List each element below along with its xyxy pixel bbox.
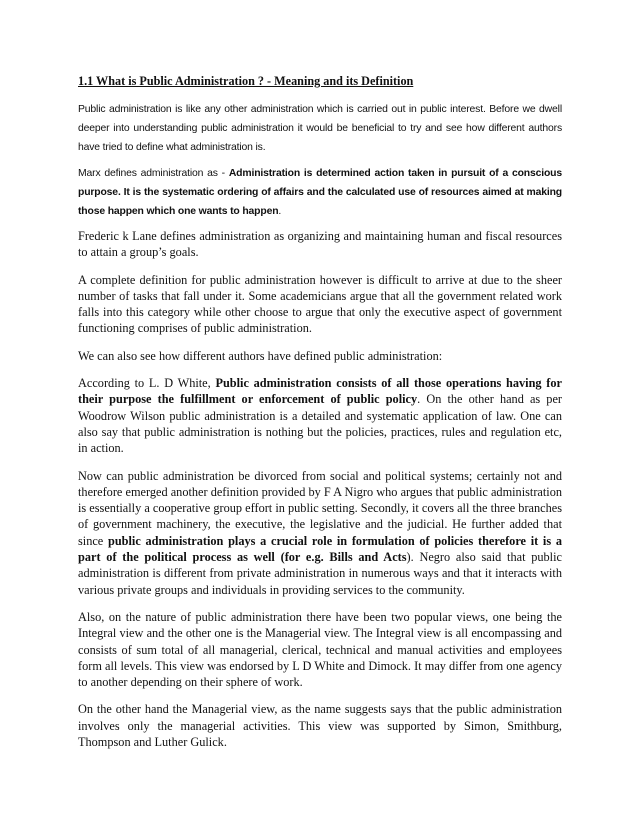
paragraph-complete-definition: A complete definition for public administration however is difficult to arrive at due to the sheer number of tasks that fall under it. Some academicians argue that all the government related work falls into this category while other choose to argue that only the executive aspect of government functioning comprises of public administration. bbox=[78, 272, 562, 336]
paragraph-intro: Public administration is like any other administration which is carried out in public interest. Before we dwell deeper into understanding public administration it would be beneficial to try and see how different authors have tried to define what administration is. bbox=[78, 104, 562, 153]
text-span: Marx defines administration as - bbox=[78, 168, 229, 179]
bold-definition: Administration is determined action taken in pursuit of a conscious purpose. It is the systematic ordering of affairs and the calculated use of resources aimed at making those happen which one wants to happen bbox=[78, 168, 562, 217]
text-span: ). Negro also said that public administration is different from private administration in numerous ways and that it interacts with various private groups and individuals in providing services to the community. bbox=[78, 550, 562, 597]
paragraph-lane: Frederic k Lane defines administration as organizing and maintaining human and fiscal resources to attain a group’s goals. bbox=[78, 229, 562, 260]
text-span: . On the other hand as per Woodrow Wilson public administration is a detailed and systematic application of law. One can also say that public administration is nothing but the policies, practices, rules and regulation etc, in action. bbox=[78, 392, 562, 456]
paragraph-integral-view: Also, on the nature of public administration there have been two popular views, one being the Integral view and the other one is the Managerial view. The Integral view is all encompassing and consists of sum total of all managerial, clerical, technical and manual activities and employees form all levels. This view was endorsed by L D White and Dimock. It may differ from one agency to another depending on their sphere of work. bbox=[78, 609, 562, 690]
text-span: Now can public administration be divorced from social and political systems; certainly not and therefore emerged another definition provided by F A Nigro who argues that public administration is essentially a cooperative group effort in public setting. Secondly, it covers all the three branches of government machinery, the executive, the legislative and the judicial. He further added that since bbox=[78, 468, 562, 548]
section-title: 1.1 What is Public Administration ? - Meaning and its Definition bbox=[78, 74, 414, 88]
text-span: According to L. D White, bbox=[78, 376, 216, 391]
paragraph-authors: We can also see how different authors have defined public administration: bbox=[78, 348, 443, 363]
paragraph-nigro bbox=[78, 468, 562, 598]
paragraph-white bbox=[78, 375, 562, 456]
text-span: . bbox=[278, 206, 282, 217]
paragraph-managerial-view: On the other hand the Managerial view, as the name suggests says that the public administration involves only the managerial activities. This view was supported by Simon, Smithburg, Thompson and Luther Gulick. bbox=[78, 702, 562, 750]
bold-definition: public administration plays a crucial role in formulation of policies therefore it is a part of the political process as well (for e.g. Bills and Acts bbox=[78, 533, 562, 565]
paragraph-marx bbox=[78, 164, 562, 221]
bold-definition: Public administration consists of all those operations having for their purpose the fulfillment or enforcement of public policy bbox=[78, 376, 563, 407]
